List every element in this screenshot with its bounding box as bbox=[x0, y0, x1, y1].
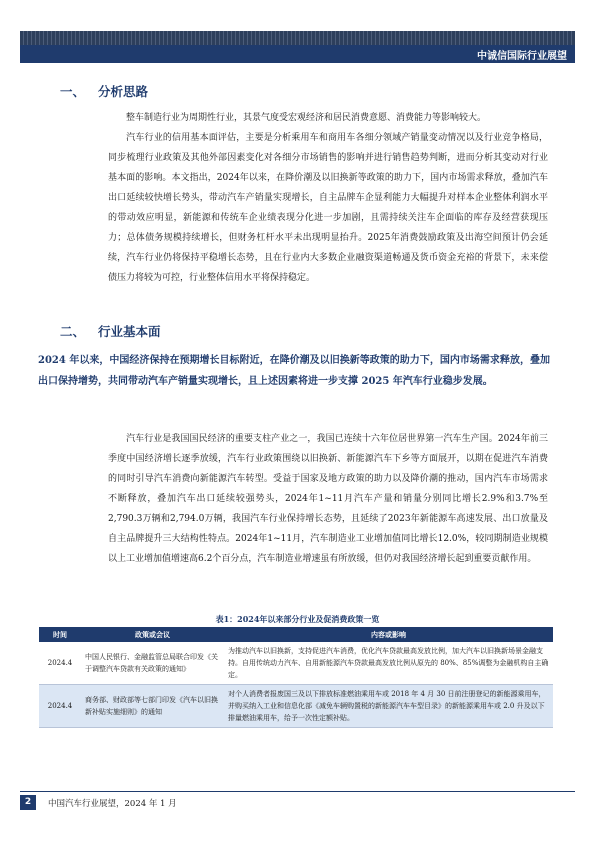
section2-highlight: 2024 年以来，中国经济保持在预期增长目标附近，在降价潮及以旧换新等政策的助力下，国内市场需求释放，叠加出口保持增势，共同带动汽车产销量实现增长，且上述因素将进一步支撑 2025 年汽车行业稳步发展。 bbox=[38, 355, 550, 387]
table-caption: 表1：2024年以来部分行业及促消费政策一览 bbox=[215, 614, 380, 624]
section1-paragraph-2: 汽车行业的信用基本面评估，主要是分析乘用车和商用车各细分领域产销量变动情况以及行业竞争格局，同步梳理行业政策及其他外部因素变化对各细分市场销售的影响并进行销售趋势判断，进而分析其变动对行业基本面的影响。本文指出，2024年以来，在降价潮及以旧换新等政策的助力下，国内市场需求释放，叠加汽车出口延续较快增长势头，带动汽车产销量实现增长，自主品牌车企显利能力大幅提升对样本企业整体利润水平的带动效应明显，新能源和传统车企业绩表现分化进一步加剧，且需持续关注车企面临的库存及经营获现压力；总体债务规模持续增长，但财务杠杆水平未出现明显抬升。2025年消费鼓励政策及出海空间预计仍会延续，汽车行业仍将保持平稳增长态势，且在行业内大多数企业融资渠道畅通及货币资金充裕的背景下，未来偿债压力将较为可控，行业整体信用水平将保持稳定。 bbox=[108, 133, 548, 283]
section2-heading bbox=[60, 322, 161, 340]
table-header-policy: 政策或会议 bbox=[81, 627, 224, 642]
table-row bbox=[39, 642, 553, 685]
footer-rule bbox=[20, 791, 575, 792]
page-number: 2 bbox=[20, 795, 36, 810]
section2-paragraph: 汽车行业是我国国民经济的重要支柱产业之一，我国已连续十六年位居世界第一汽车生产国。2024年前三季度中国经济增长逐季放缓，汽车行业政策围绕以旧换新、新能源汽车下乡等方面展开，以期在促进汽车消费的同时引导汽车消费向新能源汽车转型。受益于国家及地方政策的助力以及降价潮的推动，国内汽车市场需求不断释放，叠加汽车出口延续较强势头，2024年1~11月汽车产量和销量分别同比增长2.9%和3.7%至2,790.3万辆和2,794.0万辆，我国汽车行业保持增长态势，且延续了2023年新能源车高速发展、出口放量及自主品牌提升三大结构性特点。2024年1~11月，汽车制造业工业增加值同比增长12.0%，较同期制造业规模以上工业增加值增速高6.2个百分点，汽车制造业增速虽有所放缓，但仍对我国经济增长起到重要贡献作用。 bbox=[108, 434, 548, 564]
section1-paragraph-1: 整车制造行业为周期性行业，其景气度受宏观经济和居民消费意愿、消费能力等影响较大。 bbox=[126, 113, 487, 123]
section1-number: 一、 bbox=[60, 84, 86, 99]
section1-heading bbox=[60, 82, 148, 100]
header-title: 中诚信国际行业展望 bbox=[477, 51, 567, 62]
table-header-content: 内容或影响 bbox=[224, 627, 553, 642]
policy-table bbox=[39, 627, 553, 728]
section1-title: 分析思路 bbox=[98, 84, 149, 99]
table-header-row bbox=[39, 627, 553, 642]
table-cell-date: 2024.4 bbox=[39, 642, 81, 685]
header-stripe bbox=[20, 31, 575, 45]
footer-text: 中国汽车行业展望，2024 年 1 月 bbox=[48, 799, 177, 809]
section2-title: 行业基本面 bbox=[98, 324, 161, 339]
table-cell-content: 对个人消费者报废国三及以下排放标准燃油乘用车或 2018 年 4 月 30 日前注册登记的新能源乘用车，并购买纳入工业和信息化部《减免车辆购置税的新能源汽车车型目录》的新能源乘用车或 2.0 升及以下排量燃油乘用车，给予一次性定额补贴。 bbox=[224, 685, 553, 728]
table-row bbox=[39, 685, 553, 728]
table-cell-policy: 商务部、财政部等七部门印发《汽车以旧换新补贴实施细则》的通知 bbox=[81, 685, 224, 728]
section2-number: 二、 bbox=[60, 324, 86, 339]
table-header-date: 时间 bbox=[39, 627, 81, 642]
table-cell-policy: 中国人民银行、金融监管总局联合印发《关于调整汽车贷款有关政策的通知》 bbox=[81, 642, 224, 685]
table-cell-date: 2024.4 bbox=[39, 685, 81, 728]
table-cell-content: 为推动汽车以旧换新，支持促进汽车消费，优化汽车贷款最高发放比例，加大汽车以旧换新场景金融支持。自用传统动力汽车、自用新能源汽车贷款最高发放比例从原先的 80%、85%调整为金融机构自主确定。 bbox=[224, 642, 553, 685]
header-bar bbox=[20, 45, 575, 63]
